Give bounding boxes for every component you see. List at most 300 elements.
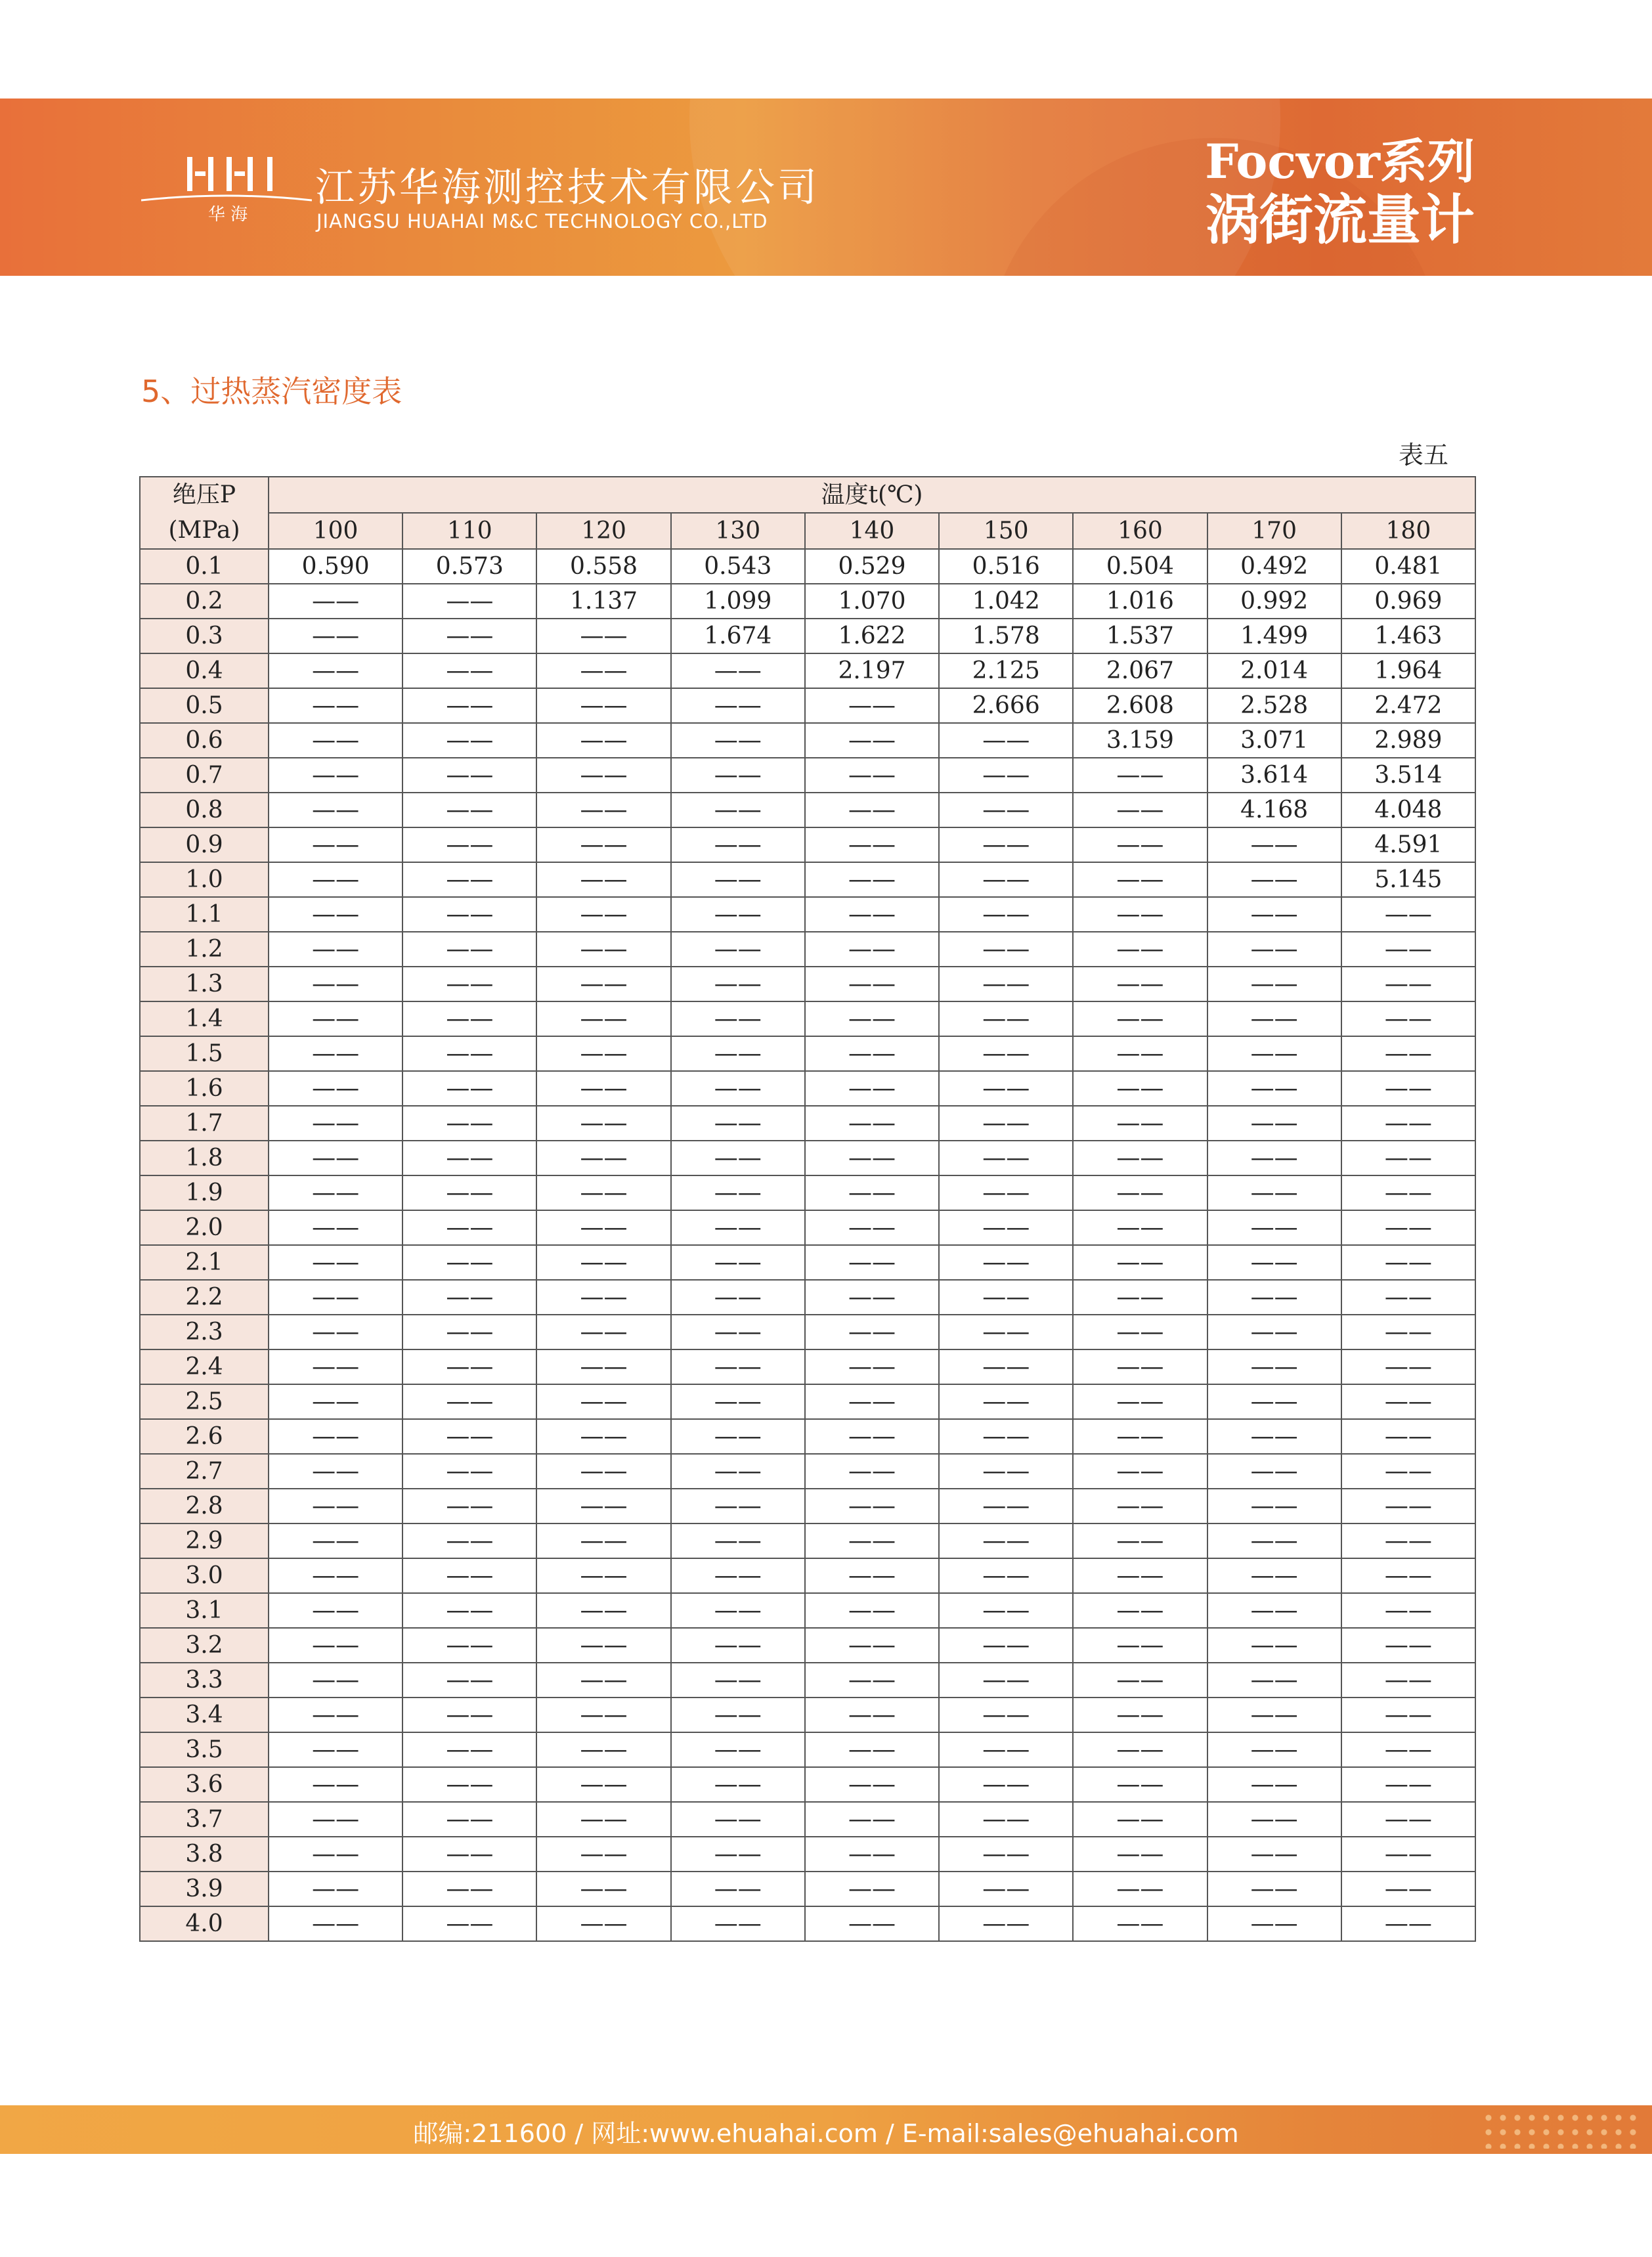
density-cell: ——: [805, 723, 939, 758]
table-row: [140, 653, 1475, 688]
pressure-cell: 1.4: [140, 1001, 269, 1036]
pressure-cell: 0.8: [140, 793, 269, 827]
density-cell: 0.969: [1341, 584, 1475, 619]
density-cell: ——: [1073, 1106, 1207, 1141]
pressure-cell: 2.8: [140, 1489, 269, 1523]
density-cell: 1.537: [1073, 619, 1207, 653]
density-cell: 0.504: [1073, 549, 1207, 584]
density-cell: ——: [1207, 1558, 1341, 1593]
density-cell: ——: [1207, 1349, 1341, 1384]
density-cell: ——: [1207, 862, 1341, 897]
density-cell: ——: [805, 1593, 939, 1628]
density-cell: ——: [1207, 1663, 1341, 1698]
table-row: [140, 1802, 1475, 1837]
density-cell: ——: [805, 1419, 939, 1454]
density-cell: ——: [805, 1280, 939, 1315]
density-cell: ——: [671, 1628, 805, 1663]
density-cell: ——: [805, 1628, 939, 1663]
pressure-cell: 0.1: [140, 549, 269, 584]
density-cell: ——: [1207, 897, 1341, 932]
density-cell: ——: [402, 1698, 536, 1732]
density-cell: ——: [1207, 1454, 1341, 1489]
density-cell: ——: [805, 1036, 939, 1071]
density-cell: ——: [536, 1245, 670, 1280]
density-cell: 2.528: [1207, 688, 1341, 723]
density-cell: ——: [1207, 827, 1341, 862]
density-cell: ——: [671, 723, 805, 758]
density-cell: ——: [939, 1523, 1073, 1558]
density-cell: ——: [805, 1141, 939, 1175]
table-row: [140, 1767, 1475, 1802]
density-cell: ——: [1073, 1071, 1207, 1106]
table-row: [140, 1175, 1475, 1210]
temperature-col-header: 130: [671, 513, 805, 549]
density-cell: ——: [1341, 1663, 1475, 1698]
pressure-cell: 0.4: [140, 653, 269, 688]
density-cell: ——: [402, 1210, 536, 1245]
density-cell: ——: [536, 967, 670, 1001]
density-cell: ——: [402, 1036, 536, 1071]
pressure-cell: 3.9: [140, 1872, 269, 1906]
density-cell: ——: [269, 1106, 402, 1141]
density-cell: ——: [1341, 1489, 1475, 1523]
table-row: [140, 1628, 1475, 1663]
density-cell: ——: [1341, 1210, 1475, 1245]
density-cell: ——: [1207, 1802, 1341, 1837]
density-cell: ——: [1073, 1280, 1207, 1315]
density-cell: ——: [269, 723, 402, 758]
density-cell: ——: [671, 1106, 805, 1141]
pressure-cell: 3.8: [140, 1837, 269, 1872]
density-cell: ——: [1073, 827, 1207, 862]
table-row: [140, 723, 1475, 758]
density-cell: 1.099: [671, 584, 805, 619]
density-cell: 0.590: [269, 549, 402, 584]
density-cell: ——: [671, 1558, 805, 1593]
density-cell: ——: [671, 1419, 805, 1454]
density-cell: ——: [939, 1558, 1073, 1593]
density-cell: ——: [805, 1663, 939, 1698]
density-cell: ——: [536, 1523, 670, 1558]
density-cell: ——: [1341, 1349, 1475, 1384]
density-cell: 4.048: [1341, 793, 1475, 827]
density-cell: ——: [536, 1001, 670, 1036]
pressure-cell: 1.6: [140, 1071, 269, 1106]
density-cell: ——: [402, 1628, 536, 1663]
density-cell: 1.070: [805, 584, 939, 619]
density-cell: 3.614: [1207, 758, 1341, 793]
table-row: [140, 1141, 1475, 1175]
density-cell: ——: [536, 1593, 670, 1628]
density-cell: ——: [939, 1245, 1073, 1280]
table-body: [140, 549, 1475, 1941]
density-cell: ——: [402, 793, 536, 827]
density-cell: ——: [1341, 1454, 1475, 1489]
pressure-cell: 0.5: [140, 688, 269, 723]
company-logo-icon: [141, 154, 312, 227]
density-cell: 3.071: [1207, 723, 1341, 758]
density-cell: 2.989: [1341, 723, 1475, 758]
density-cell: ——: [671, 1384, 805, 1419]
density-cell: ——: [1207, 1315, 1341, 1349]
density-cell: 2.197: [805, 653, 939, 688]
density-cell: ——: [671, 827, 805, 862]
density-cell: ——: [402, 1245, 536, 1280]
density-cell: ——: [402, 862, 536, 897]
density-cell: ——: [402, 1106, 536, 1141]
density-cell: ——: [1207, 1837, 1341, 1872]
table-header-row: [140, 477, 1475, 513]
density-cell: ——: [1341, 1071, 1475, 1106]
pressure-cell: 2.7: [140, 1454, 269, 1489]
density-cell: ——: [269, 1384, 402, 1419]
density-cell: 1.463: [1341, 619, 1475, 653]
density-cell: ——: [939, 793, 1073, 827]
table-row: [140, 1454, 1475, 1489]
pressure-cell: 0.9: [140, 827, 269, 862]
density-cell: ——: [402, 1419, 536, 1454]
density-cell: 0.992: [1207, 584, 1341, 619]
density-cell: ——: [1073, 862, 1207, 897]
density-cell: ——: [805, 793, 939, 827]
pressure-cell: 3.3: [140, 1663, 269, 1698]
density-cell: ——: [1073, 1558, 1207, 1593]
density-cell: ——: [269, 1732, 402, 1767]
density-cell: ——: [805, 1210, 939, 1245]
density-cell: ——: [1073, 1210, 1207, 1245]
density-cell: ——: [805, 897, 939, 932]
pressure-cell: 2.0: [140, 1210, 269, 1245]
density-cell: ——: [805, 1837, 939, 1872]
density-cell: ——: [1341, 1036, 1475, 1071]
temperature-col-header: 160: [1073, 513, 1207, 549]
density-cell: ——: [1341, 1419, 1475, 1454]
density-cell: ——: [1073, 1523, 1207, 1558]
density-cell: ——: [671, 967, 805, 1001]
density-cell: 3.514: [1341, 758, 1475, 793]
density-cell: ——: [536, 1315, 670, 1349]
density-cell: ——: [805, 688, 939, 723]
density-cell: ——: [671, 1872, 805, 1906]
logo-text: 华 海: [207, 205, 248, 225]
density-cell: ——: [671, 1210, 805, 1245]
density-cell: ——: [671, 793, 805, 827]
table-row: [140, 1210, 1475, 1245]
density-cell: ——: [269, 1489, 402, 1523]
density-cell: ——: [536, 793, 670, 827]
header-banner: [0, 99, 1652, 276]
density-cell: ——: [269, 1698, 402, 1732]
density-cell: ——: [402, 1802, 536, 1837]
table-row: [140, 1384, 1475, 1419]
density-cell: ——: [402, 932, 536, 967]
density-cell: ——: [805, 1802, 939, 1837]
pressure-cell: 2.1: [140, 1245, 269, 1280]
density-cell: 2.125: [939, 653, 1073, 688]
density-cell: ——: [402, 1175, 536, 1210]
density-cell: ——: [805, 1106, 939, 1141]
density-cell: ——: [939, 967, 1073, 1001]
density-cell: ——: [1207, 1698, 1341, 1732]
density-cell: 1.964: [1341, 653, 1475, 688]
density-cell: ——: [402, 758, 536, 793]
density-cell: ——: [269, 862, 402, 897]
pressure-header-line2: (MPa): [168, 517, 240, 544]
density-cell: ——: [1341, 1280, 1475, 1315]
pressure-cell: 3.6: [140, 1767, 269, 1802]
density-cell: ——: [805, 758, 939, 793]
density-cell: ——: [269, 1628, 402, 1663]
density-cell: ——: [402, 1141, 536, 1175]
density-cell: 1.499: [1207, 619, 1341, 653]
table-row: [140, 584, 1475, 619]
density-cell: ——: [939, 1767, 1073, 1802]
density-cell: ——: [671, 1802, 805, 1837]
density-cell: ——: [402, 1349, 536, 1384]
density-cell: ——: [1341, 1523, 1475, 1558]
density-cell: ——: [939, 1071, 1073, 1106]
temperature-col-header: 120: [536, 513, 670, 549]
density-cell: ——: [536, 688, 670, 723]
density-cell: ——: [671, 1593, 805, 1628]
density-cell: ——: [671, 1663, 805, 1698]
density-cell: ——: [1341, 1175, 1475, 1210]
temperature-col-header: 180: [1341, 513, 1475, 549]
table-row: [140, 827, 1475, 862]
density-cell: ——: [1073, 1036, 1207, 1071]
table-row: [140, 932, 1475, 967]
density-cell: ——: [939, 1698, 1073, 1732]
density-cell: ——: [939, 1210, 1073, 1245]
density-cell: ——: [671, 1454, 805, 1489]
density-cell: 1.042: [939, 584, 1073, 619]
density-cell: ——: [269, 1071, 402, 1106]
temperature-col-header: 110: [402, 513, 536, 549]
density-cell: ——: [939, 932, 1073, 967]
pressure-cell: 2.4: [140, 1349, 269, 1384]
density-cell: ——: [269, 1906, 402, 1941]
density-cell: ——: [402, 1001, 536, 1036]
density-cell: 0.529: [805, 549, 939, 584]
density-cell: ——: [1207, 1732, 1341, 1767]
density-cell: ——: [269, 688, 402, 723]
pressure-cell: 0.2: [140, 584, 269, 619]
density-cell: ——: [269, 1349, 402, 1384]
density-cell: ——: [402, 967, 536, 1001]
density-cell: ——: [1073, 1906, 1207, 1941]
density-cell: ——: [939, 1349, 1073, 1384]
density-cell: 0.573: [402, 549, 536, 584]
density-cell: ——: [939, 1454, 1073, 1489]
density-cell: ——: [269, 584, 402, 619]
density-cell: ——: [1207, 1489, 1341, 1523]
density-cell: ——: [1207, 1767, 1341, 1802]
density-cell: ——: [536, 619, 670, 653]
density-cell: ——: [939, 1489, 1073, 1523]
density-cell: ——: [536, 1802, 670, 1837]
density-cell: ——: [536, 1558, 670, 1593]
density-cell: ——: [1207, 1210, 1341, 1245]
density-cell: ——: [536, 1141, 670, 1175]
temperature-col-header: 170: [1207, 513, 1341, 549]
density-cell: ——: [939, 1175, 1073, 1210]
density-cell: ——: [269, 1175, 402, 1210]
pressure-cell: 2.2: [140, 1280, 269, 1315]
density-cell: ——: [402, 619, 536, 653]
density-cell: 1.674: [671, 619, 805, 653]
density-cell: ——: [536, 1732, 670, 1767]
density-cell: ——: [1207, 1245, 1341, 1280]
table-row: [140, 1001, 1475, 1036]
density-cell: ——: [402, 1663, 536, 1698]
temperature-row: [140, 513, 1475, 549]
density-cell: ——: [805, 1175, 939, 1210]
density-cell: ——: [939, 1593, 1073, 1628]
pressure-cell: 3.5: [140, 1732, 269, 1767]
pressure-cell: 2.3: [140, 1315, 269, 1349]
density-cell: ——: [939, 1141, 1073, 1175]
density-cell: ——: [1073, 1628, 1207, 1663]
density-cell: ——: [402, 1558, 536, 1593]
density-cell: ——: [1341, 1001, 1475, 1036]
density-cell: ——: [1207, 1628, 1341, 1663]
density-cell: ——: [805, 1698, 939, 1732]
pressure-cell: 1.0: [140, 862, 269, 897]
pressure-cell: 0.7: [140, 758, 269, 793]
density-cell: ——: [269, 1767, 402, 1802]
density-cell: ——: [269, 1593, 402, 1628]
density-cell: ——: [1341, 1141, 1475, 1175]
density-cell: ——: [1073, 1245, 1207, 1280]
density-cell: ——: [939, 1315, 1073, 1349]
density-cell: ——: [805, 932, 939, 967]
density-cell: ——: [939, 1906, 1073, 1941]
series-name: Focvor系列: [1205, 133, 1475, 189]
density-cell: ——: [1073, 1419, 1207, 1454]
table-row: [140, 1349, 1475, 1384]
density-cell: ——: [671, 1175, 805, 1210]
density-cell: ——: [671, 1732, 805, 1767]
density-cell: ——: [1073, 1001, 1207, 1036]
pressure-cell: 2.6: [140, 1419, 269, 1454]
density-cell: ——: [402, 653, 536, 688]
table-row: [140, 688, 1475, 723]
density-cell: ——: [536, 1175, 670, 1210]
product-name: 涡街流量计: [1205, 188, 1475, 252]
density-cell: ——: [939, 758, 1073, 793]
density-cell: ——: [1341, 897, 1475, 932]
density-cell: ——: [805, 1454, 939, 1489]
density-cell: ——: [402, 723, 536, 758]
pressure-header: [140, 477, 269, 549]
density-cell: ——: [1207, 1001, 1341, 1036]
density-cell: ——: [536, 1663, 670, 1698]
density-cell: ——: [269, 1837, 402, 1872]
density-cell: ——: [402, 1071, 536, 1106]
density-cell: ——: [1207, 1280, 1341, 1315]
density-cell: ——: [1207, 1141, 1341, 1175]
density-cell: ——: [402, 1732, 536, 1767]
series-title: [1205, 135, 1475, 251]
table-row: [140, 897, 1475, 932]
company-name-en: JIANGSU HUAHAI M&C TECHNOLOGY CO.,LTD: [316, 210, 768, 232]
density-cell: ——: [1341, 1593, 1475, 1628]
density-cell: ——: [671, 1349, 805, 1384]
density-cell: ——: [805, 1906, 939, 1941]
density-cell: ——: [1341, 1906, 1475, 1941]
density-cell: ——: [939, 1001, 1073, 1036]
density-cell: ——: [671, 932, 805, 967]
table-row: [140, 549, 1475, 584]
temperature-col-header: 100: [269, 513, 402, 549]
density-cell: ——: [402, 1280, 536, 1315]
density-cell: ——: [402, 1837, 536, 1872]
density-cell: ——: [1207, 1906, 1341, 1941]
density-cell: ——: [1073, 1315, 1207, 1349]
table-row: [140, 1558, 1475, 1593]
table-row: [140, 793, 1475, 827]
density-cell: ——: [1073, 1872, 1207, 1906]
density-cell: ——: [402, 827, 536, 862]
density-cell: ——: [1207, 1384, 1341, 1419]
table-row: [140, 1663, 1475, 1698]
density-cell: ——: [1073, 1802, 1207, 1837]
density-cell: ——: [671, 1245, 805, 1280]
table-row: [140, 1419, 1475, 1454]
pressure-cell: 0.3: [140, 619, 269, 653]
density-cell: ——: [269, 1280, 402, 1315]
density-cell: 0.558: [536, 549, 670, 584]
density-cell: 1.016: [1073, 584, 1207, 619]
table-row: [140, 1315, 1475, 1349]
density-cell: ——: [402, 1872, 536, 1906]
density-cell: ——: [269, 653, 402, 688]
density-cell: ——: [805, 1349, 939, 1384]
density-cell: ——: [536, 1071, 670, 1106]
density-cell: ——: [1073, 1141, 1207, 1175]
density-cell: ——: [1073, 897, 1207, 932]
density-cell: ——: [536, 1280, 670, 1315]
density-cell: ——: [1207, 932, 1341, 967]
pressure-cell: 2.9: [140, 1523, 269, 1558]
density-cell: ——: [1207, 1106, 1341, 1141]
density-cell: ——: [1073, 1767, 1207, 1802]
density-cell: ——: [536, 1384, 670, 1419]
density-cell: 2.014: [1207, 653, 1341, 688]
density-cell: 2.608: [1073, 688, 1207, 723]
table-row: [140, 1071, 1475, 1106]
density-cell: ——: [536, 1906, 670, 1941]
density-cell: ——: [1207, 1071, 1341, 1106]
temperature-header: 温度t(℃): [269, 477, 1475, 513]
density-cell: ——: [1341, 1872, 1475, 1906]
density-cell: ——: [1073, 967, 1207, 1001]
density-cell: ——: [939, 1384, 1073, 1419]
density-cell: ——: [805, 1767, 939, 1802]
density-cell: ——: [1073, 1454, 1207, 1489]
table-row: [140, 1523, 1475, 1558]
density-cell: ——: [939, 897, 1073, 932]
density-cell: ——: [536, 1210, 670, 1245]
density-cell: ——: [536, 1454, 670, 1489]
table-row: [140, 1906, 1475, 1941]
density-cell: ——: [805, 1001, 939, 1036]
density-cell: ——: [671, 653, 805, 688]
density-cell: ——: [805, 827, 939, 862]
density-cell: ——: [671, 1141, 805, 1175]
density-cell: ——: [939, 1106, 1073, 1141]
pressure-cell: 3.7: [140, 1802, 269, 1837]
